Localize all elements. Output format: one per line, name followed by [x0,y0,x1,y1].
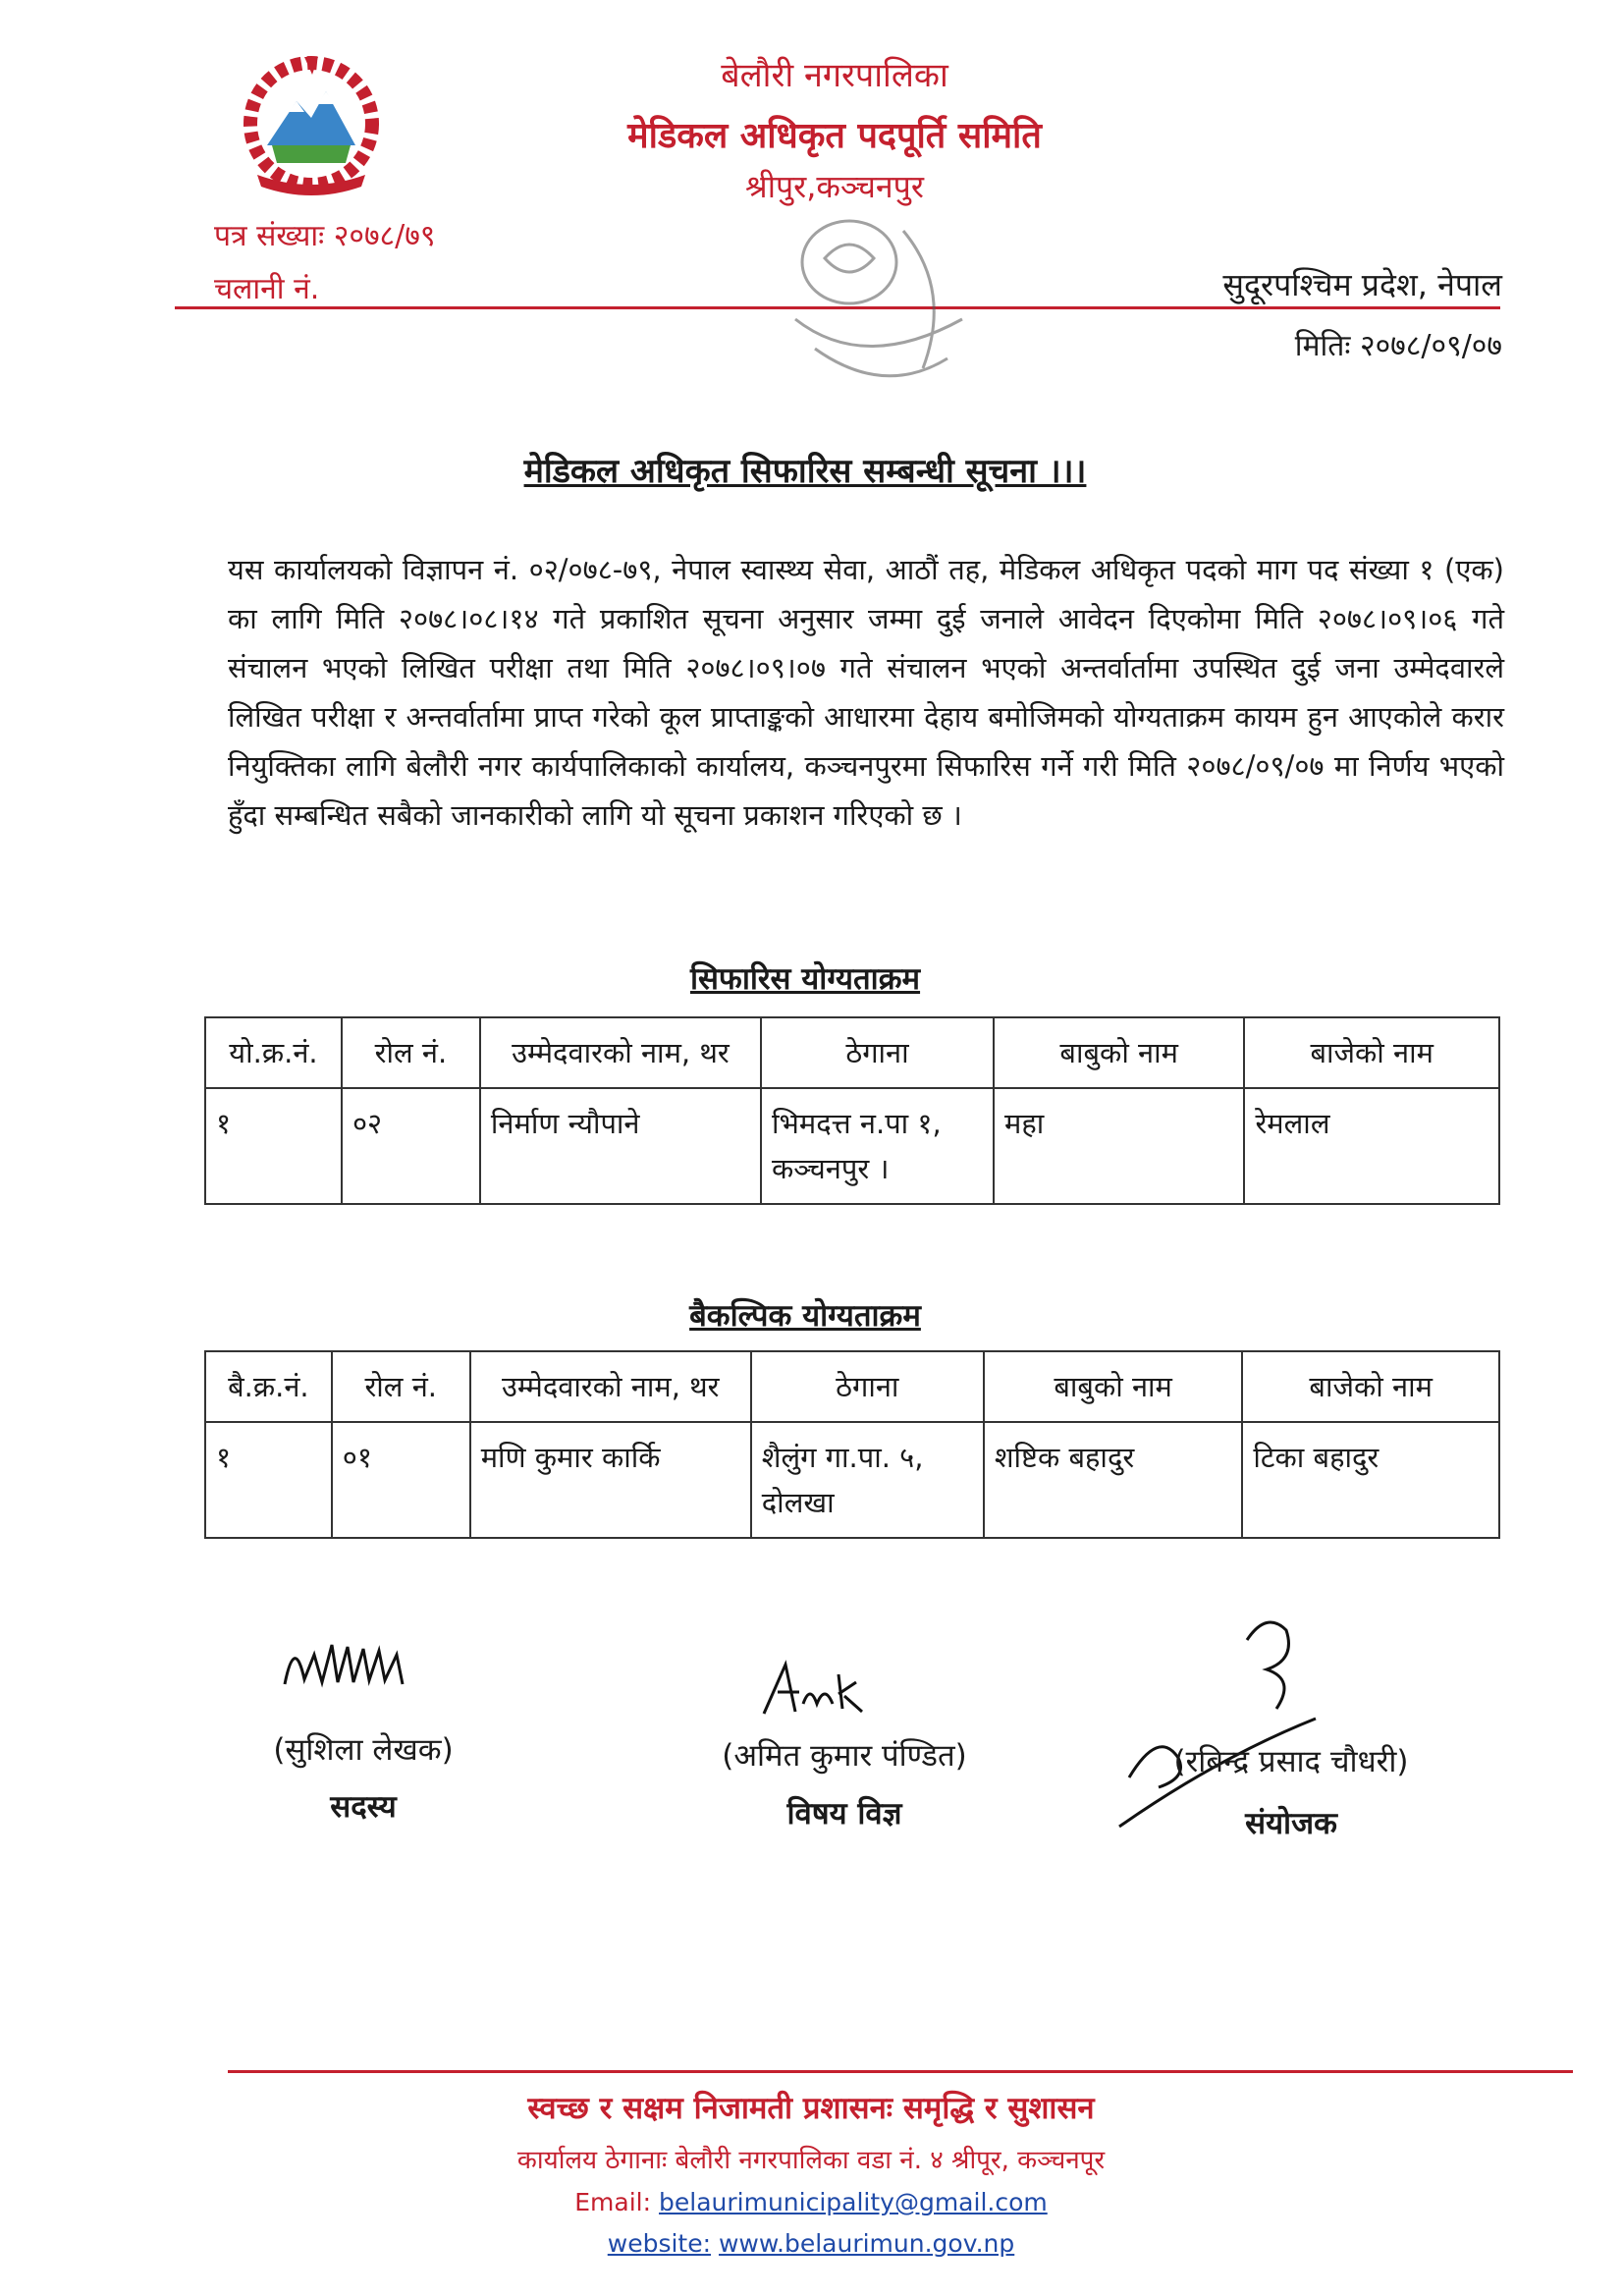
org-name: बेलौरी नगरपालिका [721,56,948,95]
date-label: मितिः [1294,329,1351,363]
letter-number-value: २०७८/७९ [333,219,436,253]
cell-address: शैलुंग गा.पा. ५, दोलखा [751,1422,984,1538]
cell-candidate-name: मणि कुमार कार्कि [470,1422,751,1538]
province: सुदूरपश्चिम प्रदेश, नेपाल [1222,266,1502,303]
dispatch-number-label: चलानी नं. [214,272,320,306]
col-serial: बै.क्र.नं. [205,1351,332,1422]
cell-grandfather-name: रेमलाल [1244,1088,1499,1204]
notice-date [1178,324,1502,364]
table-header-row [205,1017,1499,1088]
signatory-3-role: संयोजक [1245,1806,1337,1841]
footer-address: कार्यालय ठेगानाः बेलौरी नगरपालिका वडा नं. ४ श्रीपूर, कञ्चनपूर [516,2146,1106,2175]
committee-name: मेडिकल अधिकृत पदपूर्ति समिति [627,116,1042,156]
website-label: website: [607,2229,712,2258]
nepal-emblem-icon [228,47,395,204]
cell-father-name: शष्टिक बहादुर [984,1422,1243,1538]
signature-1-icon [275,1625,442,1708]
col-roll: रोल नं. [332,1351,470,1422]
signatory-1-name: (सुशिला लेखक) [273,1732,454,1768]
cell-address: भिमदत्त न.पा १, कञ्चनपुर । [761,1088,994,1204]
date-value: २०७८/०९/०७ [1359,329,1502,363]
col-roll: रोल नं. [342,1017,480,1088]
recommended-heading: सिफारिस योग्यताक्रम [689,961,921,997]
letter-number-label: पत्र संख्याः [214,219,325,253]
col-address: ठेगाना [751,1351,984,1422]
office-stamp [756,201,1011,408]
cell-candidate-name: निर्माण न्यौपाने [480,1088,761,1204]
table-row [205,1088,1499,1204]
signatory-2-role: विषय विज्ञ [786,1796,902,1831]
alternate-table [204,1350,1500,1539]
col-candidate-name: उम्मेदवारको नाम, थर [470,1351,751,1422]
letter-number [214,214,435,254]
cell-father-name: महा [994,1088,1244,1204]
footer-divider [228,2070,1573,2073]
col-address: ठेगाना [761,1017,994,1088]
recommended-table [204,1016,1500,1205]
email-link[interactable]: belaurimunicipality@gmail.com [659,2188,1048,2216]
cell-serial: १ [205,1422,332,1538]
cell-serial: १ [205,1088,342,1204]
col-candidate-name: उम्मेदवारको नाम, थर [480,1017,761,1088]
table-row [205,1422,1499,1538]
footer-email [320,2188,1302,2216]
footer-website [320,2229,1302,2258]
col-grandfather-name: बाजेको नाम [1242,1351,1499,1422]
notice-title: मेडिकल अधिकृत सिफारिस सम्बन्धी सूचना ।।। [523,452,1087,491]
cell-grandfather-name: टिका बहादुर [1242,1422,1499,1538]
email-label: Email: [574,2188,652,2216]
org-location: श्रीपुर,कञ्चनपुर [745,168,924,205]
footer-motto: स्वच्छ र सक्षम निजामती प्रशासनः समृद्धि र सुशासन [527,2091,1095,2126]
cell-roll: ०२ [342,1088,480,1204]
col-father-name: बाबुको नाम [984,1351,1243,1422]
website-link[interactable]: www.belaurimun.gov.np [718,2229,1015,2258]
col-serial: यो.क्र.नं. [205,1017,342,1088]
notice-body: यस कार्यालयको विज्ञापन नं. ०२/०७८-७९, नेपाल स्वास्थ्य सेवा, आठौं तह, मेडिकल अधिकृत पदको माग पद संख्या १ (एक) का लागि मिति २०७८।०८।१४ गते प्रकाशित सूचना अनुसार जम्मा दुई जनाले आवेदन दिएकोमा मिति २०७८।०९।०६ गते संचालन भएको लिखित परीक्षा तथा मिति २०७८।०९।०७ गते संचालन भएको अन्तर्वार्तामा उपस्थित दुई जना उम्मेदवारले लिखित परीक्षा र अन्तर्वार्तामा प्राप्त गरेको कूल प्राप्ताङ्कको आधारमा देहाय बमोजिमको योग्यताक्रम कायम हुन आएकोले करार नियुक्तिका लागि बेलौरी नगर कार्यपालिकाको कार्यालय, कञ्चनपुरमा सिफारिस गर्ने गरी मिति २०७८/०९/०७ मा निर्णय भएको हुँदा सम्बन्धित सबैको जानकारीको लागि यो सूचना प्रकाशन गरिएको छ । [228,553,1504,832]
col-grandfather-name: बाजेको नाम [1244,1017,1499,1088]
signatory-1-role: सदस्य [330,1789,397,1825]
signatory-3-name: (रबिन्द्र प्रसाद चौधरी) [1173,1744,1409,1779]
signature-2-icon [756,1655,874,1727]
alternate-heading: बैकल्पिक योग्यताक्रम [689,1298,921,1334]
col-father-name: बाबुको नाम [994,1017,1244,1088]
table-header-row [205,1351,1499,1422]
signatory-2-name: (अमित कुमार पंण्डित) [722,1738,967,1774]
cell-roll: ०१ [332,1422,470,1538]
